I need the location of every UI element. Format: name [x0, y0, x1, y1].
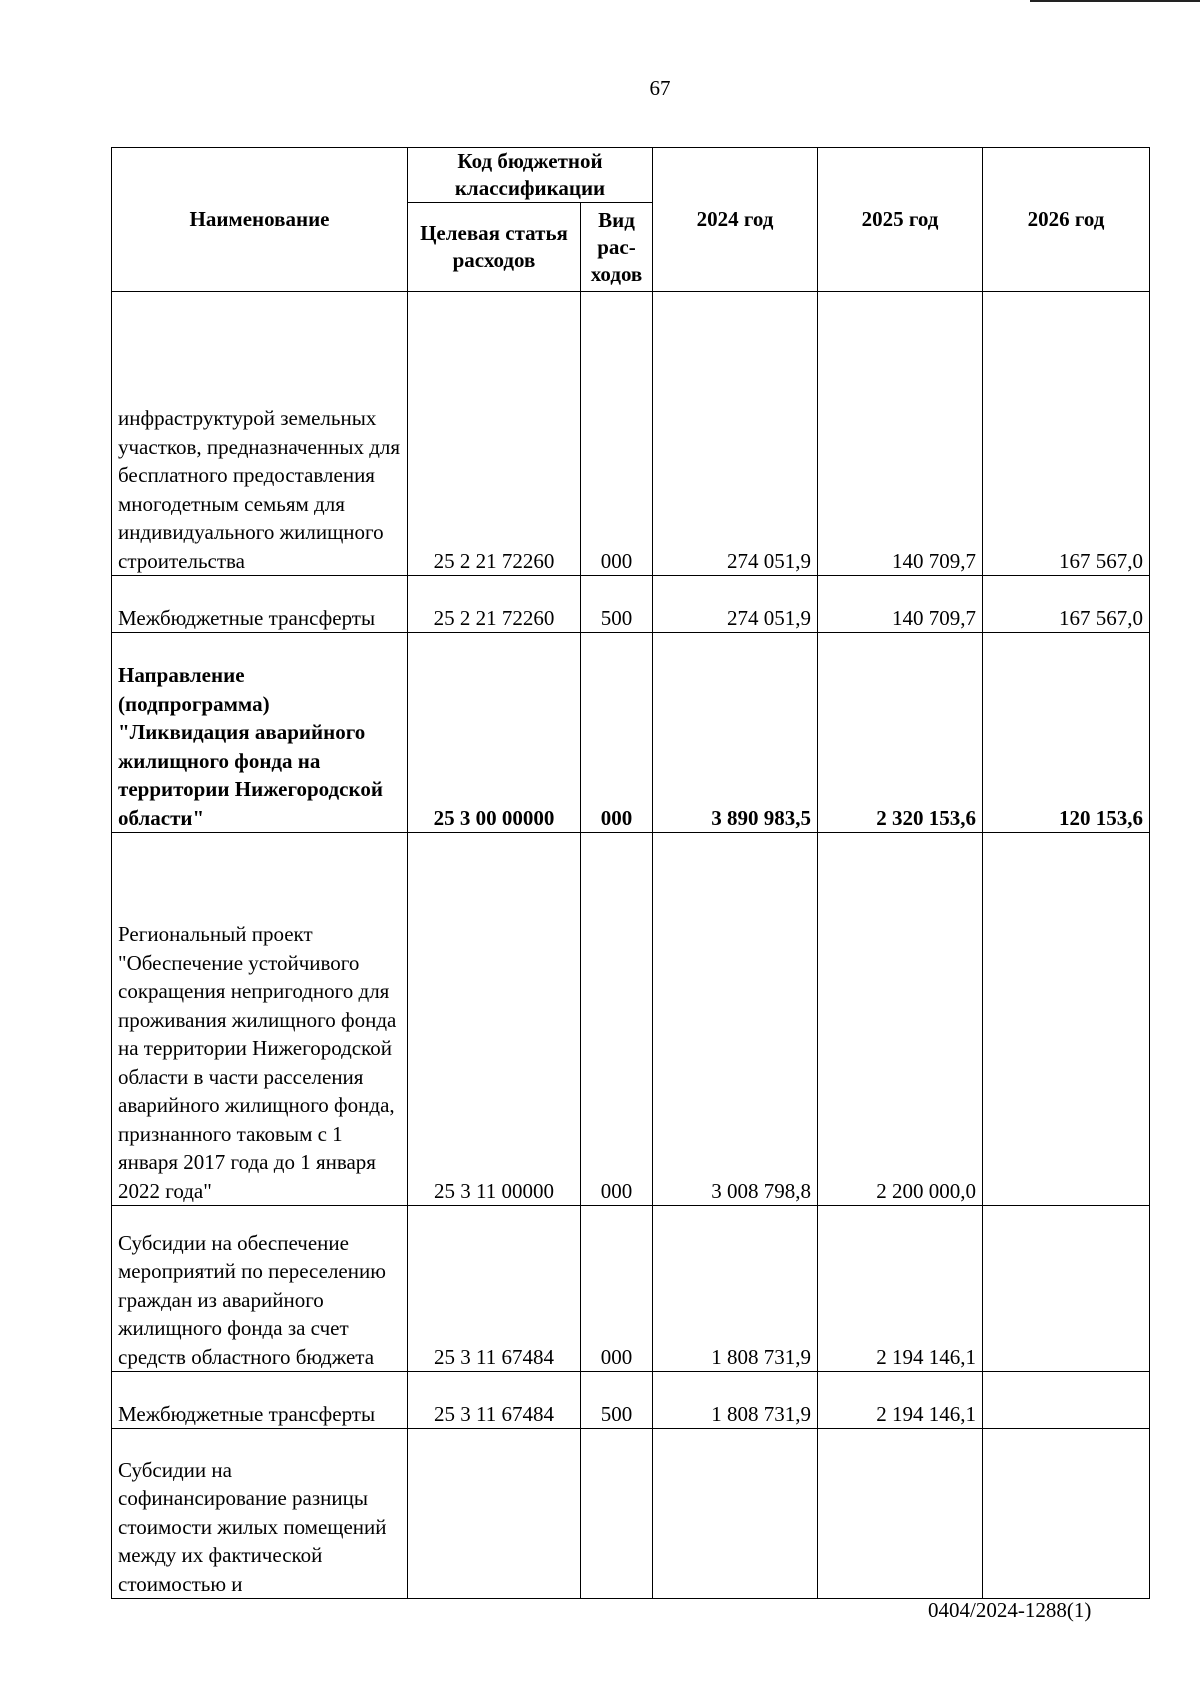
row-target-article-cell: 25 2 21 72260 — [408, 292, 581, 576]
row-name-cell: Региональный проект "Обеспечение устойчивого сокращения непригодного для проживания жилищного фонда на территории Нижегородской области в части расселения аварийного жилищного фонда, признанного таковым с 1 января 2017 года до 1 января 2022 года" — [112, 833, 408, 1206]
row-2025-cell: 2 194 146,1 — [818, 1206, 983, 1372]
row-2025-cell: 2 194 146,1 — [818, 1372, 983, 1429]
header-2025: 2025 год — [818, 148, 983, 292]
row-target-article-cell: 25 3 11 00000 — [408, 833, 581, 1206]
row-2026-cell: 167 567,0 — [983, 576, 1150, 633]
row-2024-cell: 3 008 798,8 — [653, 833, 818, 1206]
table-row — [112, 1372, 1150, 1429]
header-2024: 2024 год — [653, 148, 818, 292]
table-body — [112, 292, 1150, 1599]
row-target-article-cell — [408, 1429, 581, 1599]
row-2025-cell: 2 320 153,6 — [818, 633, 983, 833]
row-expense-type-cell: 000 — [581, 633, 653, 833]
row-2025-cell: 140 709,7 — [818, 576, 983, 633]
row-2024-cell: 274 051,9 — [653, 576, 818, 633]
row-target-article-cell: 25 3 11 67484 — [408, 1206, 581, 1372]
page-number: 67 — [649, 76, 671, 100]
table-row — [112, 833, 1150, 1206]
row-2024-cell: 1 808 731,9 — [653, 1372, 818, 1429]
top-rule — [1030, 0, 1200, 2]
row-expense-type-cell: 500 — [581, 576, 653, 633]
row-name-cell: Субсидии на софинансирование разницы стоимости жилых помещений между их фактической стоимостью и — [112, 1429, 408, 1599]
row-name-cell: Межбюджетные трансферты — [112, 1372, 408, 1429]
row-name-cell: инфраструктурой земельных участков, предназначенных для бесплатного предоставления многодетным семьям для индивидуального жилищного строительства — [112, 292, 408, 576]
table-row — [112, 1206, 1150, 1372]
header-kbk: Код бюджетной классификации — [408, 148, 653, 203]
row-expense-type-cell: 500 — [581, 1372, 653, 1429]
row-expense-type-cell: 000 — [581, 292, 653, 576]
table-row — [112, 576, 1150, 633]
row-name-cell: Субсидии на обеспечение мероприятий по переселению граждан из аварийного жилищного фонда за счет средств областного бюджета — [112, 1206, 408, 1372]
row-2024-cell — [653, 1429, 818, 1599]
row-2025-cell — [818, 1429, 983, 1599]
table-row — [112, 1429, 1150, 1599]
row-2026-cell: 120 153,6 — [983, 633, 1150, 833]
row-2026-cell — [983, 1372, 1150, 1429]
row-target-article-cell: 25 3 11 67484 — [408, 1372, 581, 1429]
row-2025-cell: 140 709,7 — [818, 292, 983, 576]
header-2026: 2026 год — [983, 148, 1150, 292]
row-target-article-cell: 25 2 21 72260 — [408, 576, 581, 633]
row-2026-cell — [983, 1429, 1150, 1599]
row-2025-cell: 2 200 000,0 — [818, 833, 983, 1206]
header-expense-type: Вид рас-ходов — [581, 203, 653, 292]
row-expense-type-cell — [581, 1429, 653, 1599]
row-expense-type-cell: 000 — [581, 833, 653, 1206]
row-name-cell: Направление (подпрограмма) "Ликвидация аварийного жилищного фонда на территории Нижегородской области" — [112, 633, 408, 833]
document-code: 0404/2024-1288(1) — [928, 1598, 1092, 1622]
table-row — [112, 633, 1150, 833]
table-row — [112, 292, 1150, 576]
header-target-article: Целевая статья расходов — [408, 203, 581, 292]
header-name: Наименование — [112, 148, 408, 292]
row-name-cell: Межбюджетные трансферты — [112, 576, 408, 633]
row-2024-cell: 1 808 731,9 — [653, 1206, 818, 1372]
row-2026-cell — [983, 833, 1150, 1206]
row-2026-cell: 167 567,0 — [983, 292, 1150, 576]
row-2026-cell — [983, 1206, 1150, 1372]
row-expense-type-cell: 000 — [581, 1206, 653, 1372]
row-2024-cell: 274 051,9 — [653, 292, 818, 576]
row-2024-cell: 3 890 983,5 — [653, 633, 818, 833]
budget-table — [111, 147, 1150, 1599]
row-target-article-cell: 25 3 00 00000 — [408, 633, 581, 833]
